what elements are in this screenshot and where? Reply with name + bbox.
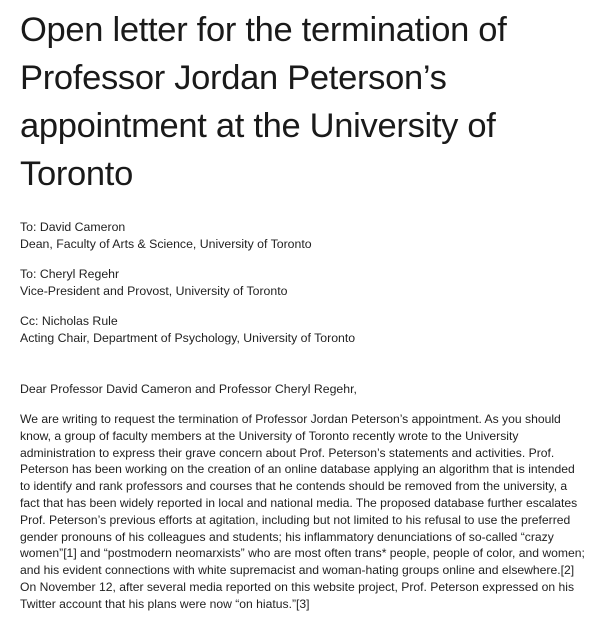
recipient-role: Vice-President and Provost, University of Toronto: [20, 284, 288, 298]
recipient-role: Acting Chair, Department of Psychology, University of Toronto: [20, 331, 356, 345]
salutation: Dear Professor David Cameron and Professor Cheryl Regehr,: [20, 382, 357, 396]
body-paragraph: [20, 411, 588, 613]
recipient-dean: [20, 219, 590, 253]
body-text-part-1: We are writing to request the termination of Professor Jordan Peterson’s appointment. As you should know, a group of faculty members at the University of Toronto recently wrote to the University administration to express their grave concern about Prof. Peterson’s statements and activities. Prof. Peterson has been working on the creation of an online database applying an algorithm that is intended to identify and rank professors and courses that he contends should be removed from the university, a fact that has been widely reported in local and national media. The proposed database further escalates Prof. Peterson’s previous efforts at agitation, including but not limited to his refusal to use the preferred gender pronouns of his colleagues and students; his inflammatory denunciations of so-called “crazy women”: [20, 412, 578, 561]
recipient-role: Dean, Faculty of Arts & Science, University of Toronto: [20, 237, 312, 251]
footnote-ref-3[interactable]: [3]: [296, 596, 310, 611]
recipient-line: Cc: Nicholas Rule: [20, 314, 118, 328]
recipient-line: To: Cheryl Regehr: [20, 267, 120, 281]
footnote-ref-2[interactable]: [2]: [560, 563, 575, 578]
recipients-block: [20, 219, 590, 347]
body-text-part-2: and “postmodern neomarxists” who are most often trans* people, people of color, and women; and his evident connections with white supremacist and woman-hating groups online and elsewhere.: [20, 546, 585, 578]
recipient-provost: [20, 266, 590, 300]
recipient-cc-chair: [20, 313, 590, 347]
footnote-ref-1[interactable]: [1]: [63, 546, 77, 561]
recipient-line: To: David Cameron: [20, 220, 126, 234]
letter-title: Open letter for the termination of Professor Jordan Peterson’s appointment at the University of Toronto: [20, 11, 507, 193]
body-text-part-3: On November 12, after several media reported on this website project, Prof. Peterson expressed on his Twitter account that his plans were now “on hiatus.”: [20, 579, 575, 611]
